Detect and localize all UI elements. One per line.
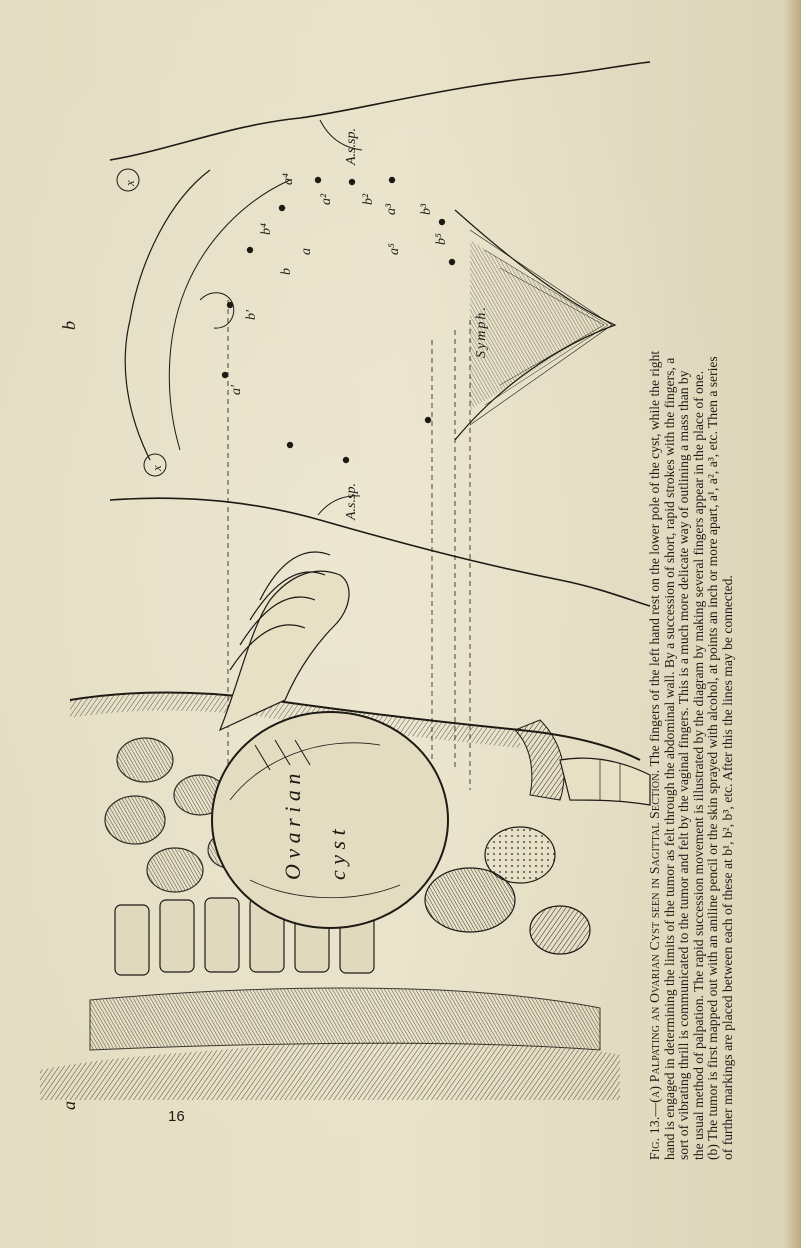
caption-title: —(a) Palpating an Ovarian Cyst seen in Sagittal Section. xyxy=(647,769,662,1117)
page-number: 16 xyxy=(168,1108,185,1125)
cyst-label: c y s t xyxy=(325,829,350,880)
symph-label: Symph. xyxy=(474,305,489,358)
mark-b4: b⁴ xyxy=(259,223,274,235)
caption-line-2: hand is engaged in determining the limits of the tumor as felt through the abdominal wall. By a succession of short, rapid strokes with the fingers, a xyxy=(661,357,677,1160)
mark-x-bottom: x xyxy=(149,465,164,471)
caption-text-0: The fingers of the left hand rest on the lower pole of the cyst, while the right xyxy=(647,350,662,767)
caption-line-4: the usual method of palpation. The rapid succession movement is illustrated by the diagram by making several fingers appear in the place of one. xyxy=(690,370,706,1160)
mark-a5: a⁵ xyxy=(387,243,402,255)
caption-line-1 xyxy=(648,40,663,1160)
mark-b3: b³ xyxy=(419,203,434,215)
panel-b-label: b xyxy=(59,321,79,330)
mark-a3: a³ xyxy=(384,203,399,215)
mark-b: b xyxy=(279,268,294,275)
caption-line-5: (b) The tumor is first mapped out with an aniline pencil or the skin sprayed with alcohol, at points an inch or more apart, a¹, a², a³, etc. Then a series xyxy=(705,356,721,1160)
mark-b2: b² xyxy=(361,193,376,205)
panel-a-label: a xyxy=(59,1101,79,1110)
mark-a4: a⁴ xyxy=(281,173,296,185)
caption-line-6: of further markings are placed between each of these at b¹, b², b³, etc. After this the lines may be connected. xyxy=(719,575,735,1160)
panel-a-section xyxy=(40,552,650,1100)
figure-caption xyxy=(648,40,736,1160)
mark-b1: b' xyxy=(244,310,259,320)
caption-line-3: sort of vibrating thrill is communicated to the tumor and felt by the vaginal fingers. This is a much more delicate way of outlining a mass than by xyxy=(676,370,692,1160)
caption-fig-label: Fig. 13. xyxy=(647,1116,662,1160)
asp-bottom-label: A.s.sp. xyxy=(344,483,359,520)
symphysis-shading xyxy=(470,240,605,410)
asp-top-label: A.s.sp. xyxy=(344,128,359,165)
mark-b5: b⁵ xyxy=(434,233,449,245)
mark-a: a xyxy=(299,248,314,255)
ovarian-label: O v a r i a n xyxy=(280,773,305,880)
mark-a2: a² xyxy=(319,193,334,205)
mark-x-top: x xyxy=(122,180,137,186)
mark-a1: a' xyxy=(229,385,244,395)
